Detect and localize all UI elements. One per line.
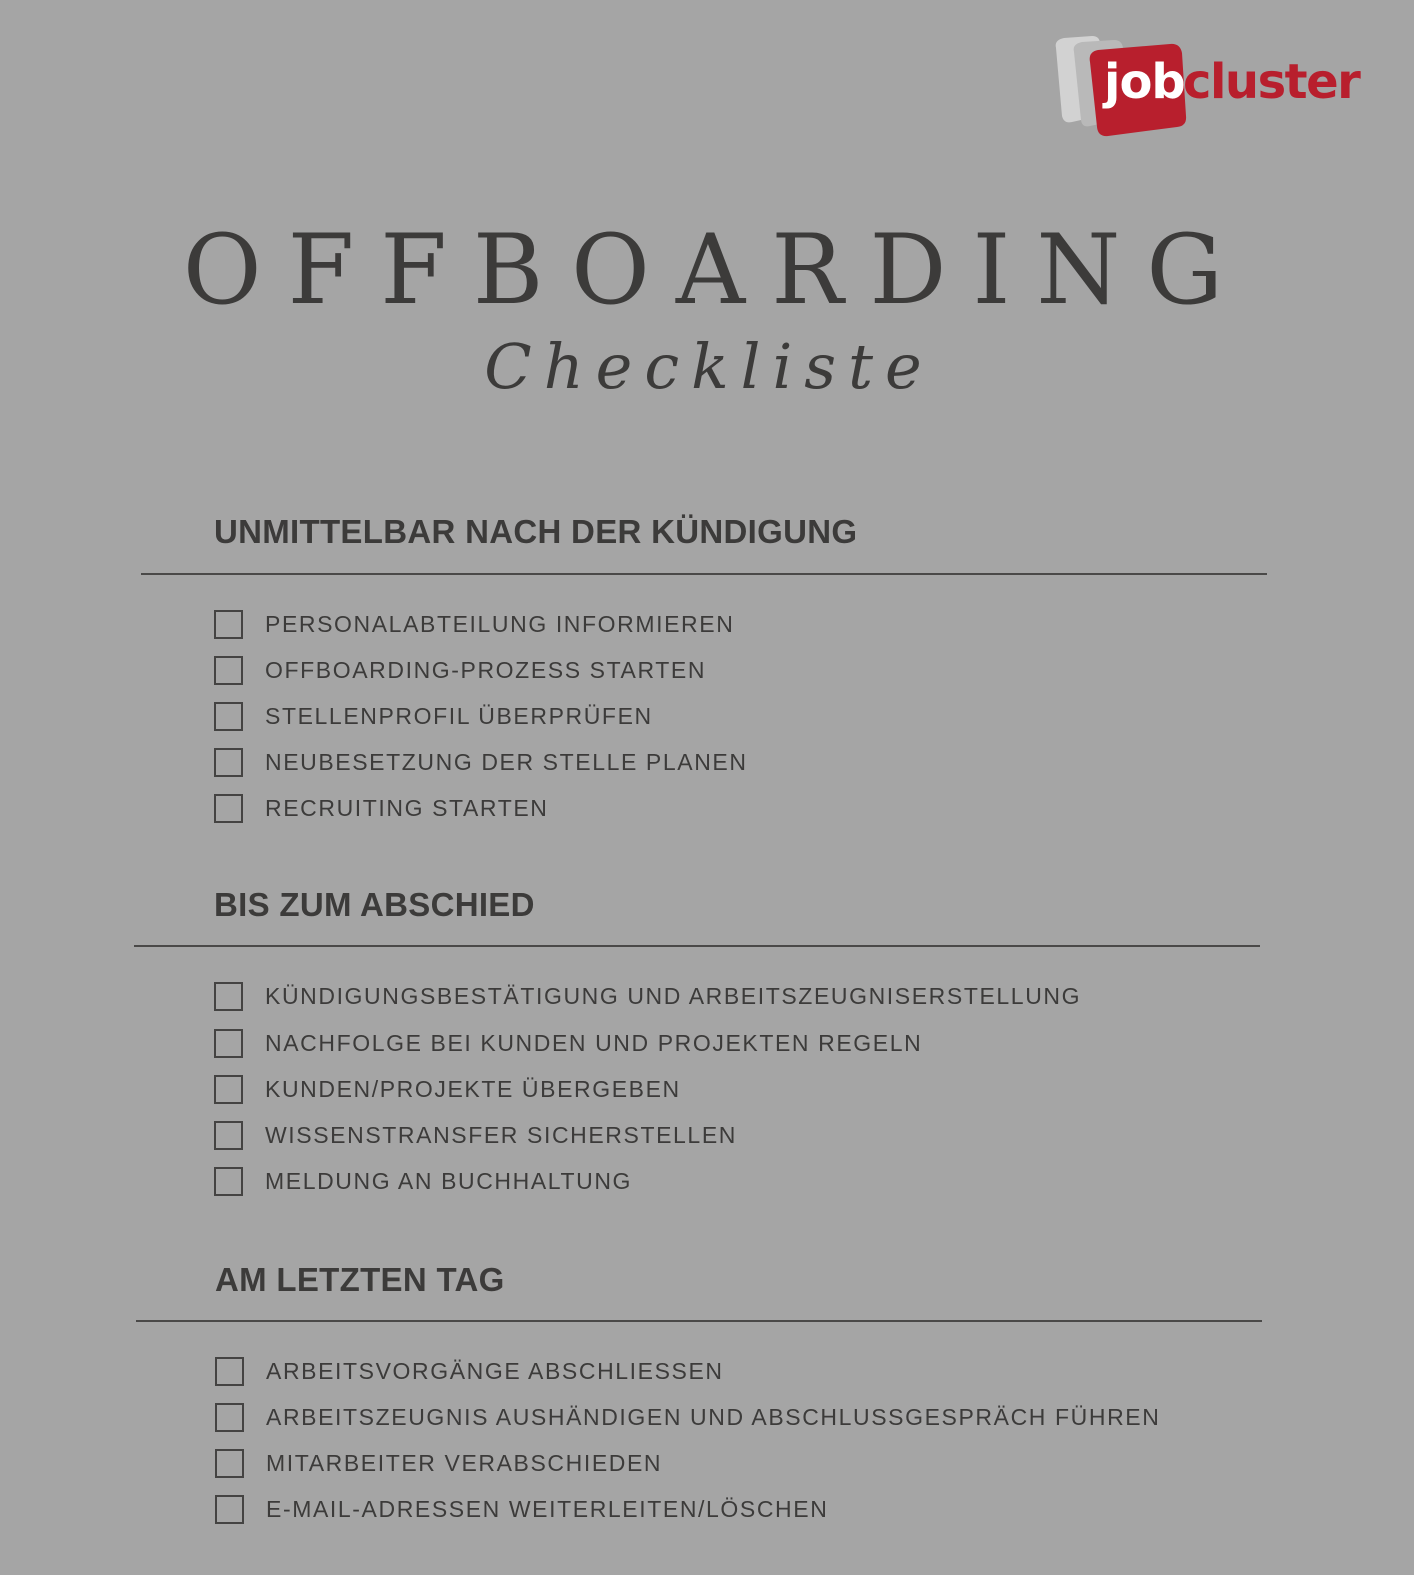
checklist-item[interactable] [214,1166,632,1196]
checklist-item-label: KUNDEN/PROJEKTE ÜBERGEBEN [265,1075,681,1102]
checkbox[interactable] [214,748,243,777]
checklist-item-label: ARBEITSZEUGNIS AUSHÄNDIGEN UND ABSCHLUSSGESPRÄCH FÜHREN [266,1403,1161,1430]
checklist-item[interactable] [214,981,1081,1011]
page-subtitle: Checkliste [484,330,934,403]
checkbox[interactable] [214,610,243,639]
checklist-item-label: PERSONALABTEILUNG INFORMIEREN [265,610,735,637]
checklist-item[interactable] [214,747,748,777]
section-divider [141,573,1267,575]
checklist-item[interactable] [215,1402,1160,1432]
checklist-item[interactable] [214,655,706,685]
checklist-item[interactable] [215,1494,828,1524]
checklist-item-label: MELDUNG AN BUCHHALTUNG [265,1167,633,1194]
checklist-item-label: RECRUITING STARTEN [265,794,549,821]
checkbox[interactable] [214,982,243,1011]
checklist-item-label: MITARBEITER VERABSCHIEDEN [266,1449,663,1476]
checklist-item[interactable] [214,701,653,731]
checkbox[interactable] [214,1029,243,1058]
checkbox[interactable] [214,1121,243,1150]
checklist-item[interactable] [214,1120,737,1150]
checklist-item[interactable] [214,793,549,823]
page-title: OFFBOARDING [182,214,1250,326]
checklist-item-label: KÜNDIGUNGSBESTÄTIGUNG UND ARBEITSZEUGNISERSTELLUNG [265,982,1082,1009]
section-heading: BIS ZUM ABSCHIED [214,886,535,923]
checklist-item[interactable] [214,1028,922,1058]
checkbox[interactable] [214,1075,243,1104]
checklist-item-label: ARBEITSVORGÄNGE ABSCHLIESSEN [266,1357,724,1384]
checkbox[interactable] [215,1449,244,1478]
checkbox[interactable] [214,702,243,731]
checklist-item[interactable] [215,1356,724,1386]
checklist-item[interactable] [214,609,734,639]
checkbox[interactable] [214,656,243,685]
checklist-item-label: STELLENPROFIL ÜBERPRÜFEN [265,702,653,729]
checklist-item[interactable] [214,1074,681,1104]
checkbox[interactable] [215,1403,244,1432]
section-heading: AM LETZTEN TAG [215,1261,505,1298]
section-divider [136,1320,1262,1322]
checklist-item-label: E-MAIL-ADRESSEN WEITERLEITEN/LÖSCHEN [266,1495,829,1522]
logo-text-cluster: cluster [1183,54,1360,110]
checklist-item-label: OFFBOARDING-PROZESS STARTEN [265,656,707,683]
checklist-item-label: WISSENSTRANSFER SICHERSTELLEN [265,1121,737,1148]
checklist-item[interactable] [215,1448,662,1478]
checkbox[interactable] [215,1357,244,1386]
logo-text-job: job [1104,54,1185,110]
checkbox[interactable] [215,1495,244,1524]
checkbox[interactable] [214,1167,243,1196]
jobcluster-logo [1052,36,1372,146]
checkbox[interactable] [214,794,243,823]
checklist-item-label: NEUBESETZUNG DER STELLE PLANEN [265,748,748,775]
checklist-item-label: NACHFOLGE BEI KUNDEN UND PROJEKTEN REGELN [265,1029,923,1056]
section-heading: UNMITTELBAR NACH DER KÜNDIGUNG [214,513,858,550]
section-divider [134,945,1260,947]
